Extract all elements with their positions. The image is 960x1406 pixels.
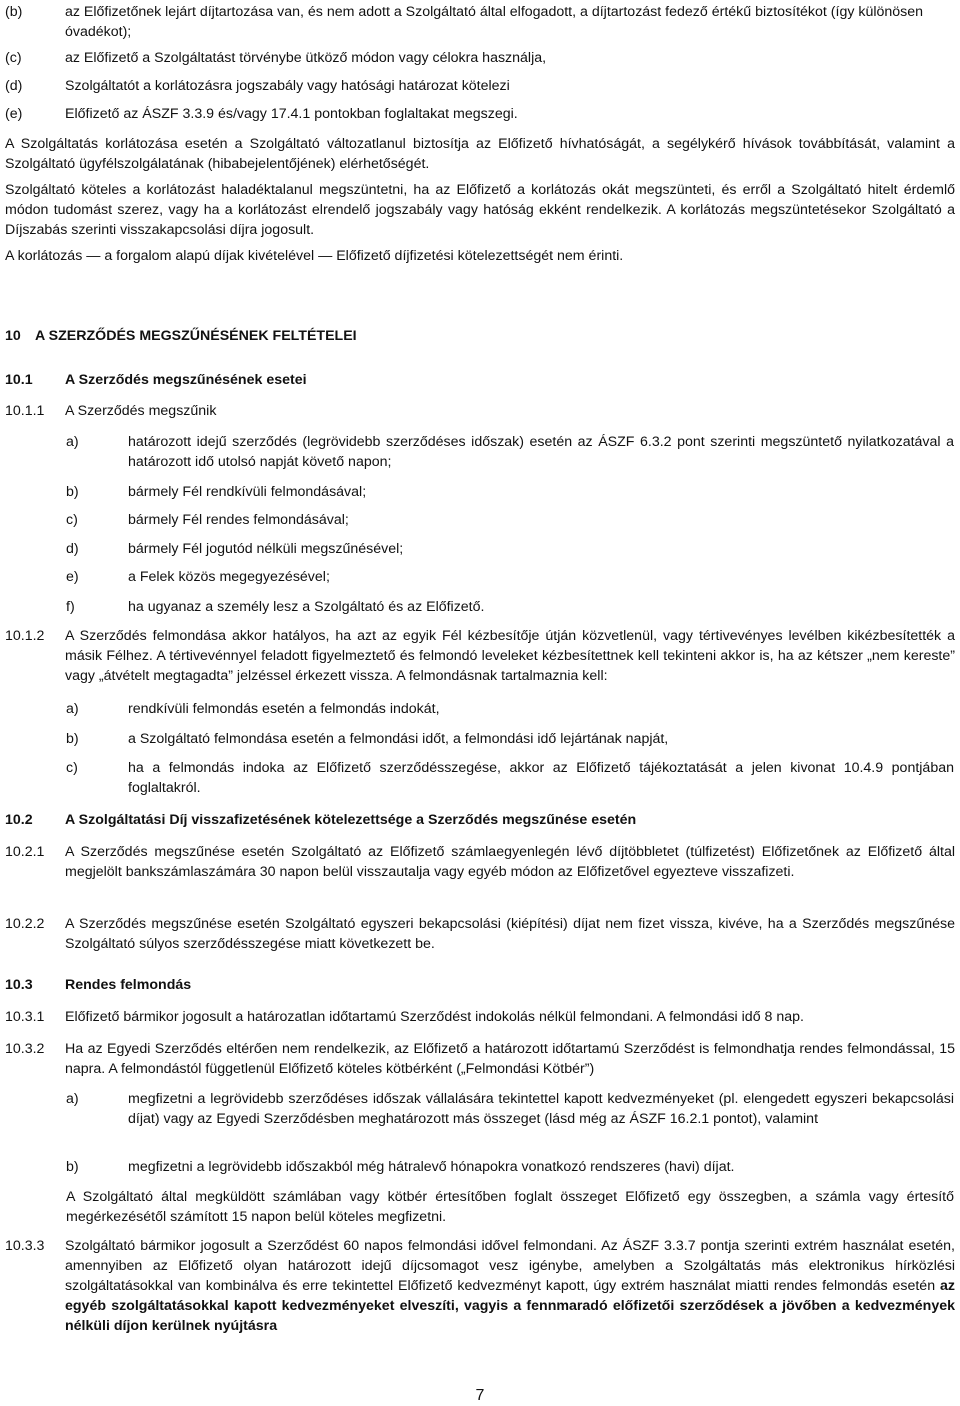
item-text: Előfizető az ÁSZF 3.3.9 és/vagy 17.4.1 pontokban foglaltakat megszegi. <box>65 106 518 122</box>
item-label: d) <box>66 541 79 557</box>
item-label: b) <box>66 484 79 500</box>
list-item-c <box>5 48 955 68</box>
item-label: (e) <box>5 106 23 122</box>
paragraph-restriction: A Szolgáltatás korlátozása esetén a Szolgáltató változatlanul biztosítja az Előfizető hívhatóságát, a segélykérő hívások továbbítását, valamint a Szolgáltató ügyfélszolgálatának (hibabejelentőjének) elérhetőségét. <box>5 136 955 172</box>
clause-number: 10.2.1 <box>5 844 45 860</box>
section-title: A Szerződés megszűnésének esetei <box>65 372 307 388</box>
item-label: c) <box>66 760 78 776</box>
list-item-d <box>5 76 955 96</box>
item-text: Szolgáltatót a korlátozásra jogszabály vagy hatósági határozat kötelezi <box>65 78 510 94</box>
item-label: (d) <box>5 78 23 94</box>
section-title: A SZERZŐDÉS MEGSZŰNÉSÉNEK FELTÉTELEI <box>35 328 357 344</box>
clause-text: A Szerződés megszűnése esetén Szolgáltató egyszeri bekapcsolási (kiépítési) díjat nem fizet vissza, kivéve, ha a Szerződés megszűnése Szolgáltató súlyos szerződésszegése miatt következett be. <box>65 916 955 952</box>
section-number: 10.2 <box>5 812 33 828</box>
clause-10-3-2 <box>5 1039 955 1079</box>
clause-10-1-1 <box>5 401 955 421</box>
clause-number: 10.2.2 <box>5 916 45 932</box>
item-text: határozott idejű szerződés (legrövidebb szerződéses időszak) esetén az ÁSZF 6.3.2 pont szerinti megszüntető nyilatkozatával a határozott idő utolsó napját követő napon; <box>128 434 954 470</box>
list-item-a <box>66 432 954 472</box>
item-label: e) <box>66 569 79 585</box>
list-item-b <box>66 482 954 502</box>
clause-text <box>65 1236 955 1336</box>
item-text: a Felek közös megegyezésével; <box>128 569 330 585</box>
paragraph-restriction-end: Szolgáltató köteles a korlátozást haladéktalanul megszüntetni, ha az Előfizető a korlátozás okát megszünteti, és erről a Szolgáltató hitelt érdemlő módon tudomást szerez, vagy ha a korlátozást elrendelő jogszabály vagy hatóság ekként rendelkezik. A korlátozás megszüntetésekor Szolgáltató a Díjszabás szerinti visszakapcsolási díjra jogosult. <box>5 182 955 238</box>
section-heading-10-3 <box>5 975 955 995</box>
section-heading-10-1 <box>5 370 955 390</box>
section-title: A Szolgáltatási Díj visszafizetésének kötelezettsége a Szerződés megszűnése esetén <box>65 812 637 828</box>
item-label: a) <box>66 1091 79 1107</box>
item-text: az Előfizetőnek lejárt díjtartozása van, és nem adott a Szolgáltató által elfogadott, a díjtartozást fedező értékű biztosítékot (így különösen óvadékot); <box>65 4 924 40</box>
section-title: Rendes felmondás <box>65 977 192 993</box>
item-label: (c) <box>5 50 22 66</box>
clause-text: Előfizető bármikor jogosult a határozatlan időtartamú Szerződést indokolás nélkül felmondani. A felmondási idő 8 nap. <box>65 1009 804 1025</box>
list-item-b <box>5 2 955 42</box>
clause-text: Ha az Egyedi Szerződés eltérően nem rendelkezik, az Előfizető a határozott időtartamú Szerződést is felmondhatja rendes felmondással, 15 napra. A felmondástól függetlenül Előfizető köteles kötbérként („Felmondási Kötbér”) <box>65 1041 955 1077</box>
section-number: 10.1 <box>5 372 33 388</box>
item-label: c) <box>66 512 78 528</box>
clause-text: A Szerződés felmondása akkor hatályos, ha azt az egyik Fél kézbesítője útján közvetlenül, vagy tértivevényes levélben kikézbesítették a másik Félhez. A tértivevénnyel feladott figyelmeztető és felmondó leveleket kézbesítettnek kell tekinteni akkor is, ha az kétszer „nem kereste” vagy „átvételt megtagadta” jelzéssel érkezett vissza. A felmondásnak tartalmaznia kell: <box>65 628 955 684</box>
item-text: ha ugyanaz a személy lesz a Szolgáltató és az Előfizető. <box>128 599 485 615</box>
list-item-f <box>66 597 954 617</box>
item-text: megfizetni a legrövidebb szerződéses időszak vállalására tekintettel kapott kedvezményeket (pl. elengedett egyszeri bekapcsolási díjat) vagy az Egyedi Szerződésben meghatározott más összeget (lásd még az ÁSZF 16.2.1 pontot), valamint <box>128 1091 954 1127</box>
list-item-b <box>66 729 954 749</box>
list-item-a <box>66 1089 954 1129</box>
clause-text: A Szerződés megszűnése esetén Szolgáltató az Előfizető számlaegyenlegén lévő díjtöbbletet (túlfizetést) Előfizetőnek az Előfizető által megjelölt bankszámlaszámára 30 napon belül visszautalja vagy egyéb módon az Előfizetővel egyezteve visszafizeti. <box>65 844 955 880</box>
list-item-c <box>66 510 954 530</box>
clause-10-1-2 <box>5 626 955 686</box>
item-label: b) <box>66 731 79 747</box>
clause-10-2-2 <box>5 914 955 954</box>
clause-number: 10.1.2 <box>5 628 45 644</box>
clause-10-3-1 <box>5 1007 955 1027</box>
clause-10-3-3 <box>5 1236 955 1336</box>
item-label: a) <box>66 701 79 717</box>
section-heading-10 <box>5 326 955 346</box>
clause-number: 10.3.1 <box>5 1009 45 1025</box>
clause-number: 10.3.3 <box>5 1238 45 1254</box>
section-heading-10-2 <box>5 810 955 830</box>
page-number: 7 <box>475 1387 485 1404</box>
item-text: rendkívüli felmondás esetén a felmondás indokát, <box>128 701 440 717</box>
item-text: bármely Fél rendes felmondásával; <box>128 512 349 528</box>
item-label: a) <box>66 434 79 450</box>
section-number: 10.3 <box>5 977 33 993</box>
item-text: a Szolgáltató felmondása esetén a felmondási időt, a felmondási idő lejártának napját, <box>128 731 669 747</box>
clause-number: 10.1.1 <box>5 403 45 419</box>
item-label: f) <box>66 599 75 615</box>
list-item-b <box>66 1157 954 1177</box>
list-item-e <box>5 104 955 124</box>
list-item-c <box>66 758 954 798</box>
item-text: bármely Fél jogutód nélküli megszűnésével; <box>128 541 404 557</box>
list-item-d <box>66 539 954 559</box>
clause-text-bold: az egyéb szolgáltatásokkal kapott kedvezményeket elveszíti, vagyis a fennmaradó előfizetői szerződések a jövőben a kedvezmények nélküli díjon kerülnek nyújtásra <box>65 1278 955 1334</box>
clause-text: A Szerződés megszűnik <box>65 403 217 419</box>
section-number: 10 <box>5 328 21 344</box>
clause-number: 10.3.2 <box>5 1041 45 1057</box>
paragraph-fees: A korlátozás — a forgalom alapú díjak kivételével — Előfizető díjfizetési kötelezettségét nem érinti. <box>5 248 624 264</box>
clause-10-3-2-note: A Szolgáltató által megküldött számlában vagy kötbér értesítőben foglalt összeget Előfizető egy összegben, a számla vagy értesítő megérkezésétől számított 15 napon belül köteles megfizetni. <box>66 1189 954 1225</box>
item-text: ha a felmondás indoka az Előfizető szerződésszegése, akkor az Előfizető tájékoztatását a jelen kivonat 10.4.9 pontjában foglaltakról. <box>128 760 954 796</box>
item-text: az Előfizető a Szolgáltatást törvénybe ütköző módon vagy célokra használja, <box>65 50 547 66</box>
list-item-a <box>66 699 954 719</box>
item-label: b) <box>66 1159 79 1175</box>
item-text: megfizetni a legrövidebb időszakból még hátralevő hónapokra vonatkozó rendszeres (havi) díjat. <box>128 1159 735 1175</box>
clause-10-2-1 <box>5 842 955 882</box>
item-label: (b) <box>5 4 23 20</box>
item-text: bármely Fél rendkívüli felmondásával; <box>128 484 367 500</box>
clause-text-regular: Szolgáltató bármikor jogosult a Szerződést 60 napos felmondási idővel felmondani. Az ÁSZF 3.3.7 pontja szerinti extrém használat esetén, amennyiben az Előfizető olyan határozott idejű díjcsomagot vesz igénybe, amelyben a Szolgáltatás más elektronikus hírközlési szolgáltatásokkal van kombinálva és erre tekintettel Előfizető kedvezményt kapott, úgy extrém használat miatti rendes felmondás esetén <box>65 1238 955 1294</box>
list-item-e <box>66 567 954 587</box>
